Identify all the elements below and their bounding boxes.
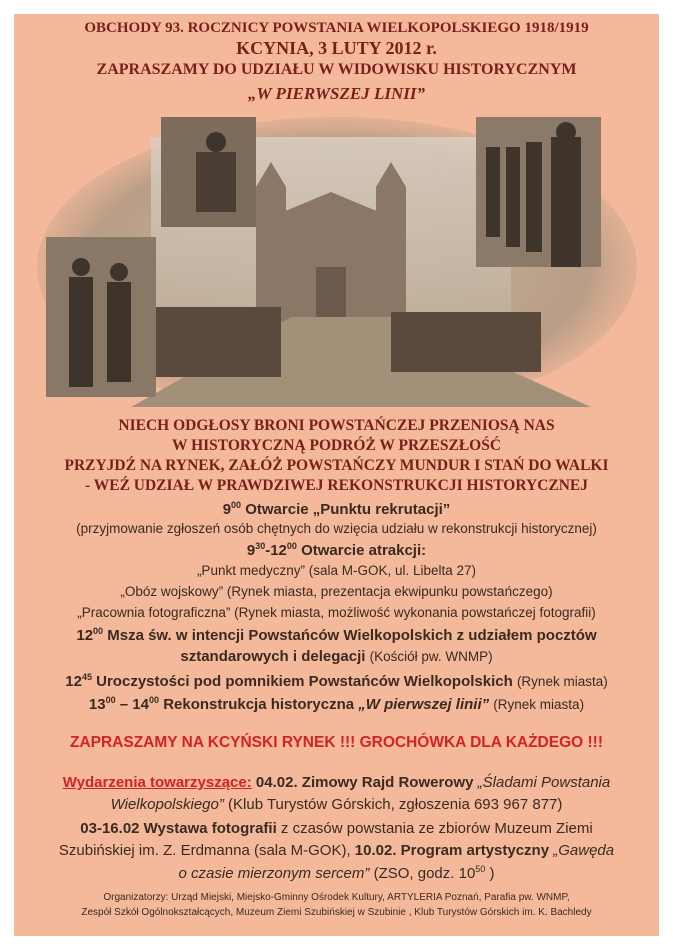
invite-banner: ZAPRASZAMY NA KCYŃSKI RYNEK !!! GROCHÓWKA DLA KAŻDEGO !!! (69, 734, 603, 751)
side-event-2-cont: Szubińskiej im. Z. Erdmanna (sala M-GOK), 10.02. Program artystyczny „Gawęda (58, 842, 615, 859)
organizers-line-2: Zespół Szkół Ogólnokształcących, Muzeum Ziemi Szubińskiej w Szubinie , Klub Turystów Górskich im. K. Bachledy (81, 907, 592, 918)
organizers-line-1: Organizatorzy: Urząd Miejski, Miejsko-Gminny Ośrodek Kultury, ARTYLERIA Poznań, Parafia pw. WNMP, (103, 892, 570, 903)
message-line-3: PRZYJDŹ NA RYNEK, ZAŁÓŻ POWSTAŃCZY MUNDUR I STAŃ DO WALKI (64, 457, 609, 474)
schedule-item-monument: $12^{45}$ Uroczystości pod pomnikiem Powstańców Wielkopolskich (Rynek miasta) (65, 672, 608, 690)
header-line-3: ZAPRASZAMY DO UDZIAŁU W WIDOWISKU HISTORYCZNYM (96, 61, 577, 78)
message-line-2: W HISTORYCZNĄ PODRÓŻ W PRZESZŁOŚĆ (171, 437, 502, 454)
schedule-note-recruitment: (przyjmowanie zgłoszeń osób chętnych do wzięcia udziału w rekonstrukcji historycznej) (76, 521, 597, 536)
historical-photo-collage (31, 117, 643, 407)
side-event-2: 03-16.02 Wystawa fotografii z czasów powstania ze zbiorów Muzeum Ziemi (80, 820, 593, 837)
side-events-label: Wydarzenia towarzyszące: (62, 774, 252, 791)
message-line-4: - WEŹ UDZIAŁ W PRAWDZIWEJ REKONSTRUKCJI HISTORYCZNEJ (84, 477, 589, 494)
schedule-item-recruitment: $9^{00}$ Otwarcie „Punktu rekrutacji” (222, 500, 451, 518)
schedule-item-reconstruction: $13^{00} - 14^{00}$ Rekonstrukcja historyczna „W pierwszej linii” (Rynek miasta) (88, 695, 585, 713)
message-line-1: NIECH ODGŁOSY BRONI POWSTAŃCZEJ PRZENIOSĄ NAS (118, 417, 555, 434)
side-event-1: Wydarzenia towarzyszące: 04.02. Zimowy Rajd Rowerowy „Śladami Powstania (62, 774, 611, 791)
side-event-1-cont: Wielkopolskiego” (Klub Turystów Górskich, zgłoszenia 693 967 877) (110, 796, 563, 813)
attraction-medical: „Punkt medyczny” (sala M-GOK, ul. Libelta 27) (196, 563, 477, 578)
schedule-item-attractions: $9^{30}-12^{00}$ Otwarcie atrakcji: (246, 541, 427, 559)
attraction-photo: „Pracownia fotograficzna” (Rynek miasta, możliwość wykonania powstańczej fotografii) (77, 605, 596, 620)
side-event-3-cont: o czasie mierzonym sercem” (ZSO, godz. $10^{50}$ ) (178, 864, 495, 882)
attraction-camp: „Obóz wojskowy” (Rynek miasta, prezentacja ekwipunku powstańczego) (120, 584, 553, 599)
header-line-4: „W PIERWSZEJ LINII” (248, 84, 425, 103)
schedule-item-mass-cont: sztandarowych i delegacji (Kościół pw. WNMP) (180, 648, 493, 665)
schedule-item-mass: $12^{00}$ Msza św. w intencji Powstańców Wielkopolskich z udziałem pocztów (76, 626, 597, 644)
soldiers-photo-left (46, 237, 156, 397)
header-line-1: OBCHODY 93. ROCZNICY POWSTANIA WIELKOPOLSKIEGO 1918/1919 (84, 20, 589, 36)
poster (14, 14, 659, 936)
header-line-2: KCYNIA, 3 LUTY 2012 r. (236, 38, 437, 58)
